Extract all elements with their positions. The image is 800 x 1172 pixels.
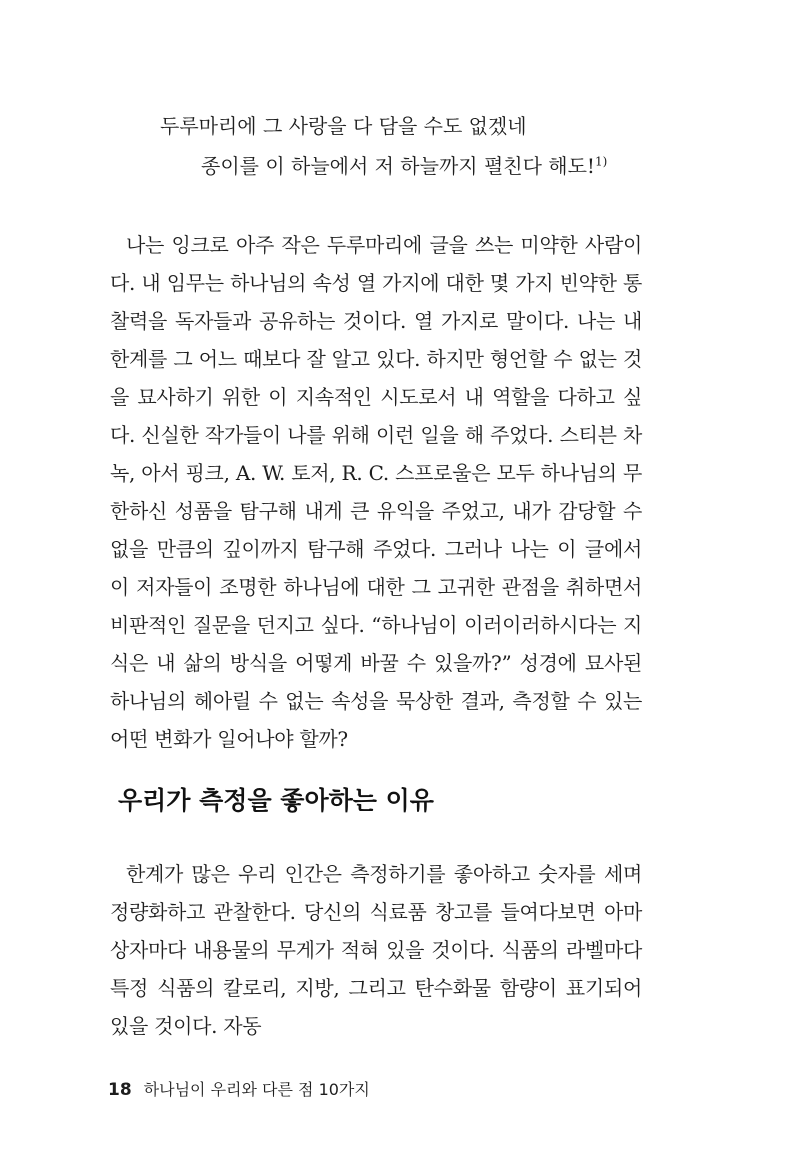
running-title: 하나님이 우리와 다른 점 10가지 [143, 1080, 370, 1099]
page-footer [108, 1079, 370, 1101]
body-paragraph-2 [110, 855, 642, 1045]
poem-line-2 [201, 152, 607, 180]
body-paragraph-2-text: 한계가 많은 우리 인간은 측정하기를 좋아하고 숫자를 세며 정량화하고 관찰한다. 당신의 식료품 창고를 들여다보면 아마 상자마다 내용물의 무게가 적혀 있을 것이다. 식품의 라벨마다 특정 식품의 칼로리, 지방, 그리고 탄수화물 함량이 표기되어 있을 것이다. 자동 [110, 862, 642, 1038]
poem-line-1 [160, 112, 527, 140]
footnote-marker: 1) [594, 154, 608, 169]
page-number: 18 [108, 1080, 132, 1100]
body-paragraph-1-text: 나는 잉크로 아주 작은 두루마리에 글을 쓰는 미약한 사람이다. 내 임무는 하나님의 속성 열 가지에 대한 몇 가지 빈약한 통찰력을 독자들과 공유하는 것이다. 열 가지로 말이다. 나는 내 한계를 그 어느 때보다 잘 알고 있다. 하지만 형언할 수 없는 것을 묘사하기 위한 이 지속적인 시도로서 내 역할을 다하고 싶다. 신실한 작가들이 나를 위해 이런 일을 해 주었다. 스티븐 차녹, 아서 핑크, A. W. 토저, R. C. 스프로울은 모두 하나님의 무한하신 성품을 탐구해 내게 큰 유익을 주었고, 내가 감당할 수 없을 만큼의 깊이까지 탐구해 주었다. 그러나 나는 이 글에서 이 저자들이 조명한 하나님에 대한 그 고귀한 관점을 취하면서 비판적인 질문을 던지고 싶다. “하나님이 이러이러하시다는 지식은 내 삶의 방식을 어떻게 바꿀 수 있을까?” 성경에 묘사된 하나님의 헤아릴 수 없는 속성을 묵상한 결과, 측정할 수 있는 어떤 변화가 일어나야 할까? [110, 233, 642, 751]
body-paragraph-1 [110, 226, 642, 758]
poem-line-2-text: 종이를 이 하늘에서 저 하늘까지 펼친다 해도! [201, 154, 595, 178]
poem-line-1-text: 두루마리에 그 사랑을 다 담을 수도 없겠네 [160, 114, 527, 138]
section-heading: 우리가 측정을 좋아하는 이유 [118, 786, 434, 815]
